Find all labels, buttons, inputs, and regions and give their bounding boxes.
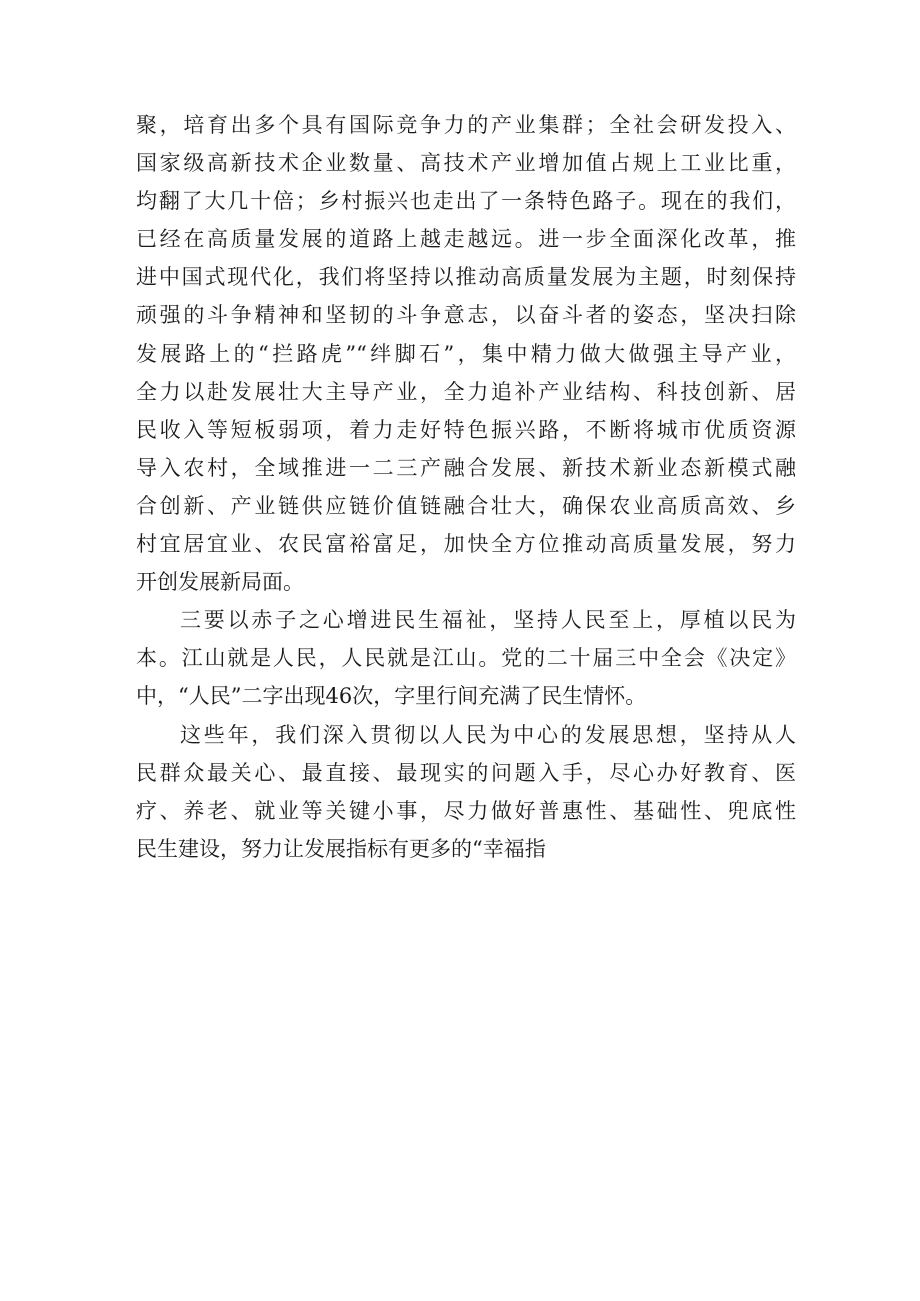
body-text bbox=[136, 106, 796, 868]
text-line: 合创新、产业链供应链价值链融合壮大，确保农业高质高效、乡 bbox=[136, 493, 796, 518]
text-line: 均翻了大几十倍；乡村振兴也走出了一条特色路子。现在的我们， bbox=[136, 189, 796, 214]
paragraph-livelihood-heading bbox=[136, 601, 796, 715]
text-line: 本。江山就是人民，人民就是江山。党的二十届三中全会《决定》 bbox=[136, 646, 796, 671]
text-line: 发展路上的“拦路虎”“绊脚石”，集中精力做大做强主导产业， bbox=[136, 341, 796, 366]
text-line: 进中国式现代化，我们将坚持以推动高质量发展为主题，时刻保持 bbox=[136, 265, 796, 290]
text-line: 已经在高质量发展的道路上越走越远。进一步全面深化改革，推 bbox=[136, 227, 796, 252]
paragraph-people-centered bbox=[136, 716, 796, 868]
text-line: 全力以赴发展壮大主导产业，全力追补产业结构、科技创新、居 bbox=[136, 379, 796, 404]
text-line: 村宜居宜业、农民富裕富足，加快全方位推动高质量发展，努力 bbox=[136, 532, 796, 557]
text-line: 导入农村，全域推进一二三产融合发展、新技术新业态新模式融 bbox=[136, 455, 796, 480]
text-line: 国家级高新技术企业数量、高技术产业增加值占规上工业比重， bbox=[136, 151, 796, 176]
text-line: 民收入等短板弱项，着力走好特色振兴路，不断将城市优质资源 bbox=[136, 417, 796, 442]
text-line: 开创发展新局面。 bbox=[136, 570, 304, 595]
text-line: 这些年，我们深入贯彻以人民为中心的发展思想，坚持从人 bbox=[180, 722, 796, 747]
text-line: 民生建设，努力让发展指标有更多的“幸福指 bbox=[136, 836, 546, 861]
text-line: 疗、养老、就业等关键小事，尽力做好普惠性、基础性、兜底性 bbox=[136, 798, 796, 823]
text-line: 三要以赤子之心增进民生福祉，坚持人民至上，厚植以民为 bbox=[180, 608, 796, 633]
text-line: 聚，培育出多个具有国际竞争力的产业集群；全社会研发投入、 bbox=[136, 113, 796, 137]
text-line: 民群众最关心、最直接、最现实的问题入手，尽心办好教育、医 bbox=[136, 760, 796, 785]
text-line: 顽强的斗争精神和坚韧的斗争意志，以奋斗者的姿态，坚决扫除 bbox=[136, 303, 796, 328]
paragraph-development bbox=[136, 106, 796, 601]
text-line: 中，“人民”二字出现46次，字里行间充满了民生情怀。 bbox=[136, 684, 647, 709]
